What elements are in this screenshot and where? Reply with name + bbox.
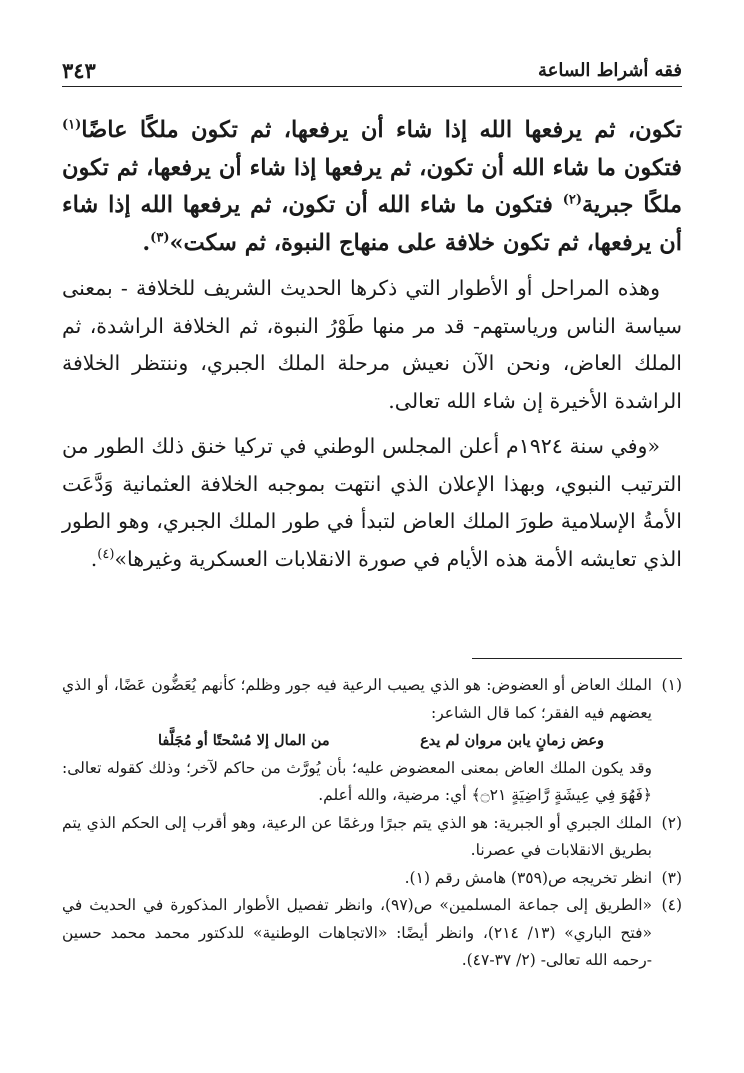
main-text <box>62 112 682 586</box>
footnote-ref-4[interactable]: (٤) <box>97 546 115 562</box>
footnote-text-b: وقد يكون الملك العاض بمعنى المعضوض عليه؛ بأن يُورَّث من حاكم لآخر؛ وذلك كقوله تعالى: <box>62 758 652 777</box>
footnote-number: (٢) <box>661 813 682 832</box>
hadith-text <box>62 112 682 262</box>
footnotes <box>62 672 682 975</box>
page-number: ٣٤٣ <box>62 58 96 83</box>
verse-second-hemistich: من المال إلا مُسْحتًا أو مُجَلَّفا <box>158 732 330 749</box>
footnote-text: الملك الجبري أو الجبرية: هو الذي يتم جبرًا ورغمًا عن الرعية، وهو أقرب إلى الحكم الذي يتم بطريق الانقلابات في عصرنا. <box>62 813 652 859</box>
footnote-number: (٤) <box>661 896 682 914</box>
hadith-end: . <box>142 229 151 256</box>
footnote-ref-2[interactable]: (٢) <box>562 192 582 208</box>
footnote-ref-1[interactable]: (١) <box>62 117 82 133</box>
book-title: فقه أشراط الساعة <box>538 60 682 81</box>
footnote-text-cont <box>62 755 652 810</box>
running-header <box>62 56 682 87</box>
footnote-number: (٣) <box>661 868 682 887</box>
footnote-4 <box>62 892 682 975</box>
footnote-1 <box>62 672 682 810</box>
poetry-verse <box>62 727 652 755</box>
hadith-part-3: فتكون ما شاء الله أن تكون، ثم يرفعها الله إذا شاء أن يرفعها، ثم تكون خلافة على منهاج النبوة، ثم سكت» <box>62 192 682 256</box>
footnote-text-c: أي: مرضية، والله أعلم. <box>318 786 467 804</box>
paragraph-stages: وهذه المراحل أو الأطوار التي ذكرها الحديث الشريف للخلافة - بمعنى سياسة الناس ورياستهم- قد مر منها طَوْرُ النبوة، ثم الخلافة الراشدة، ثم الملك العاض، ونحن الآن نعيش مرحلة الملك الجبري، وننتظر الخلافة الراشدة الأخيرة إن شاء الله تعالى. <box>62 276 682 413</box>
footnote-number: (١) <box>661 676 682 694</box>
quran-verse: ﴿فَهُوَ فِي عِيشَةٍ رَّاضِيَةٍ ۝٢١﴾ <box>471 786 652 804</box>
footnote-separator <box>472 658 682 659</box>
verse-first-hemistich: وعض زمانٍ يابن مروان لم يدع <box>420 732 604 749</box>
footnote-ref-3[interactable]: (٣) <box>150 230 170 245</box>
hadith-part-1: تكون، ثم يرفعها الله إذا شاء أن يرفعها، ثم تكون ملكًا عاضًا <box>81 117 682 143</box>
footnote-2 <box>62 810 682 865</box>
footnote-text: انظر تخريجه ص(٣٥٩) هامش رقم (١). <box>404 868 652 887</box>
paragraph-1924-end: . <box>90 546 98 571</box>
paragraph-1924-text: «وفي سنة ١٩٢٤م أعلن المجلس الوطني في تركيا خنق ذلك الطور من الترتيب النبوي، وبهذا الإعلان الذي انتهت بموجبه الخلافة العثمانية وَدَّعَت الأمةُ الإسلامية طورَ الملك العاض لتبدأ في طور الملك الجبري، وهو الطور الذي تعايشه الأمة هذه الأيام في صورة الانقلابات العسكرية وغيرها» <box>62 434 682 571</box>
hadith-part-2: فتكون ما شاء الله أن تكون، ثم يرفعها إذا شاء أن يرفعها، ثم تكون ملكًا جبرية <box>62 154 682 218</box>
paragraph-1924 <box>62 428 682 578</box>
footnote-3 <box>62 865 682 893</box>
footnote-text: الملك العاض أو العضوض: هو الذي يصيب الرعية فيه جور وظلم؛ كأنهم يُعَضُّون عَضًا، أو الذي يعضهم فيه الفقر؛ كما قال الشاعر: <box>62 676 652 722</box>
footnote-text: «الطريق إلى جماعة المسلمين» ص(٩٧)، وانظر تفصيل الأطوار المذكورة في الحديث في «فتح الباري» (١٣/ ٢١٤)، وانظر أيضًا: «الاتجاهات الوطنية» للدكتور محمد محمد حسين -رحمه الله تعالى- (٢/ ٣٧-٤٧). <box>62 896 653 969</box>
